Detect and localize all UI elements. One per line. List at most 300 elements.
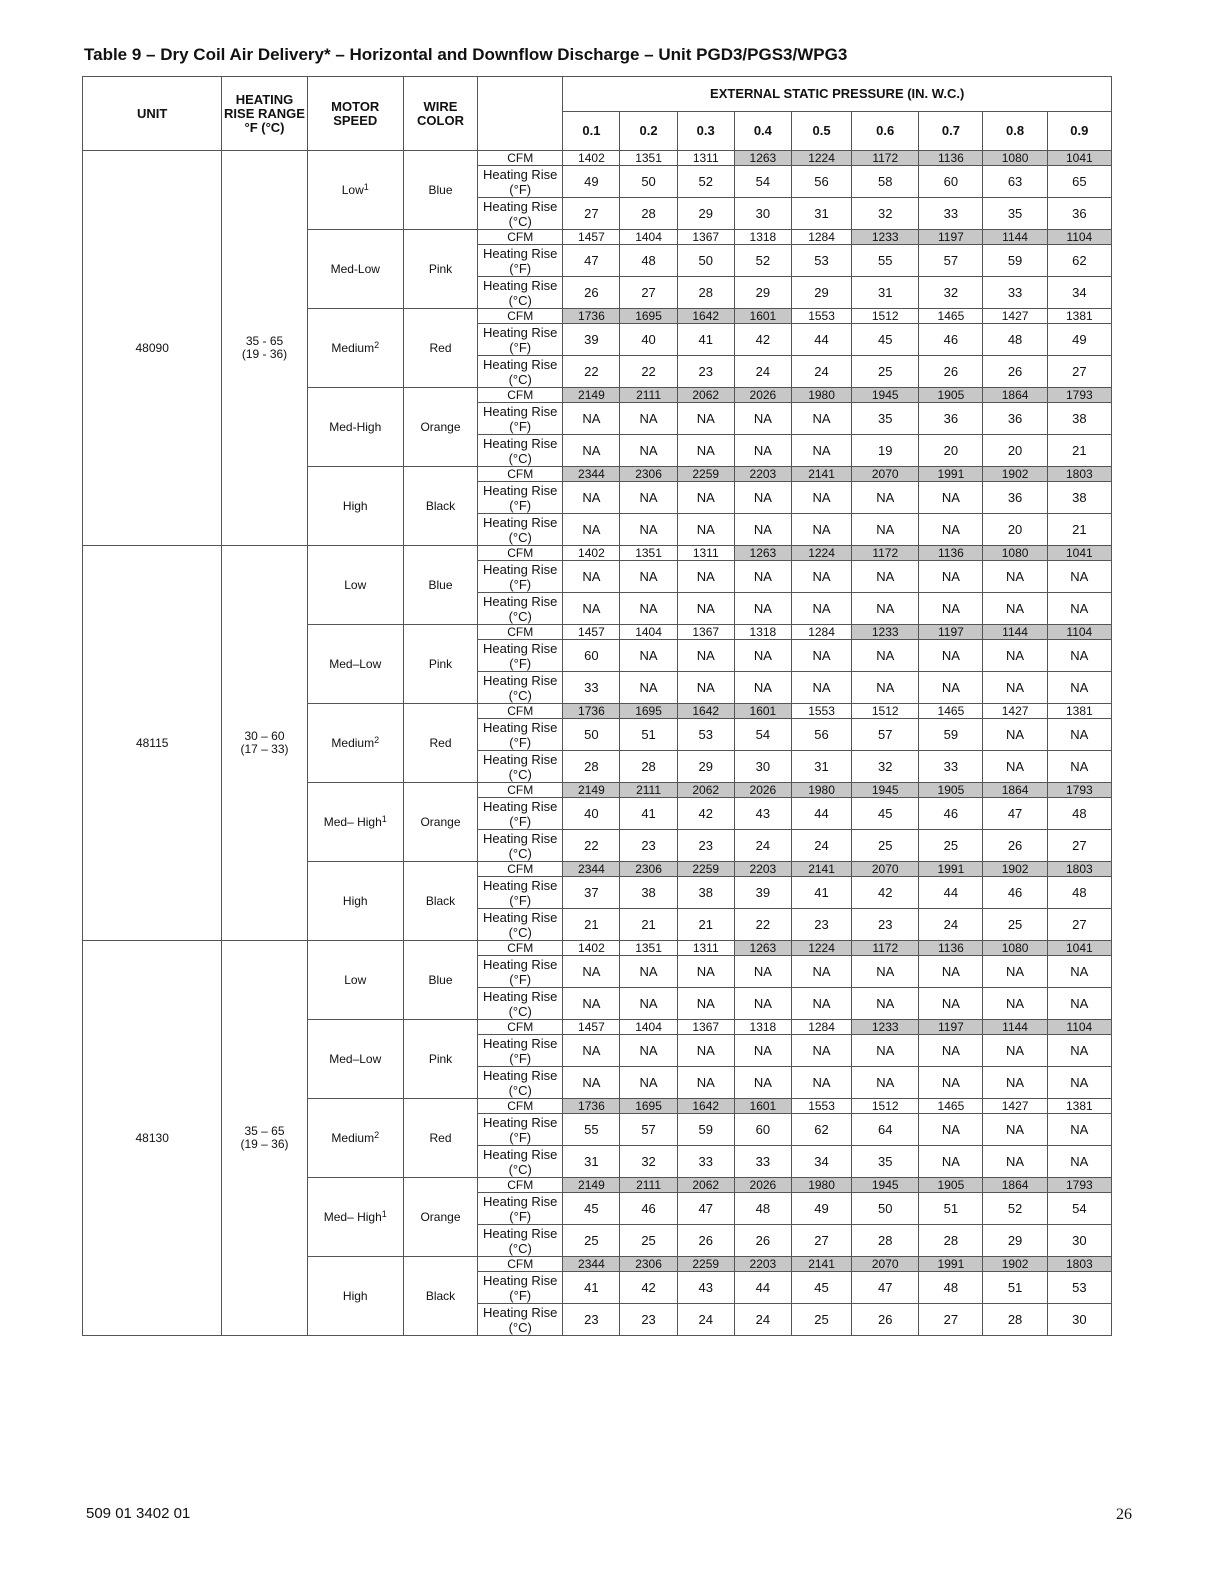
rise-f-value: 62 xyxy=(791,1114,851,1146)
cfm-value: 1172 xyxy=(852,151,919,166)
rise-f-value: NA xyxy=(620,956,677,988)
cfm-value: 1457 xyxy=(563,625,620,640)
footnote-mark: 1 xyxy=(381,813,387,824)
cfm-value: 1902 xyxy=(983,467,1047,482)
rise-c-value: NA xyxy=(791,514,851,546)
rise-f-value: 54 xyxy=(1047,1193,1111,1225)
rise-f-value: 42 xyxy=(852,877,919,909)
rise-f-value: 52 xyxy=(983,1193,1047,1225)
rise-c-value: 24 xyxy=(677,1304,734,1336)
wire-color-cell xyxy=(403,783,477,862)
rise-f-value: 44 xyxy=(734,1272,791,1304)
motor-speed: Med-Low xyxy=(330,261,380,276)
heating-rise-range-cell xyxy=(222,941,307,1336)
row-type-rise-f: Heating Rise (°F) xyxy=(478,798,563,830)
rise-c-value: 23 xyxy=(563,1304,620,1336)
cfm-value: 1284 xyxy=(791,230,851,245)
rise-f-value: 52 xyxy=(734,245,791,277)
cfm-value: 1197 xyxy=(919,625,983,640)
rise-f-value: 46 xyxy=(983,877,1047,909)
rise-c-value: 28 xyxy=(563,751,620,783)
row-type-cfm: CFM xyxy=(478,309,563,324)
row-type-rise-c: Heating Rise (°C) xyxy=(478,435,563,467)
row-type-rise-c: Heating Rise (°C) xyxy=(478,514,563,546)
rise-f-value: 45 xyxy=(563,1193,620,1225)
rise-c-value: NA xyxy=(734,514,791,546)
rise-c-value: 23 xyxy=(620,1304,677,1336)
motor-speed-cell xyxy=(307,1099,403,1178)
cfm-value: 1803 xyxy=(1047,1257,1111,1272)
row-type-rise-c: Heating Rise (°C) xyxy=(478,830,563,862)
rise-c-value: NA xyxy=(791,1067,851,1099)
unit-model: 48090 xyxy=(135,340,169,355)
rise-f-value: NA xyxy=(620,561,677,593)
cfm-value: 1367 xyxy=(677,1020,734,1035)
rise-f-value: 47 xyxy=(677,1193,734,1225)
rise-c-value: NA xyxy=(1047,988,1111,1020)
cfm-value: 2062 xyxy=(677,783,734,798)
rise-f-value: NA xyxy=(620,640,677,672)
rise-c-value: 26 xyxy=(563,277,620,309)
rise-c-value: 30 xyxy=(734,198,791,230)
row-type-rise-f: Heating Rise (°F) xyxy=(478,561,563,593)
cfm-value: 2259 xyxy=(677,1257,734,1272)
motor-speed-cell xyxy=(307,941,403,1020)
motor-speed-cell xyxy=(307,309,403,388)
rise-f-value: NA xyxy=(734,561,791,593)
rise-c-value: 24 xyxy=(734,356,791,388)
rise-f-value: NA xyxy=(983,1035,1047,1067)
rise-c-value: 34 xyxy=(791,1146,851,1178)
cfm-value: 1465 xyxy=(919,309,983,324)
row-type-rise-c: Heating Rise (°C) xyxy=(478,277,563,309)
row-type-cfm: CFM xyxy=(478,151,563,166)
rise-c-value: NA xyxy=(852,672,919,704)
cfm-value: 1144 xyxy=(983,1020,1047,1035)
pressure-header: 0.8 xyxy=(983,112,1047,151)
row-type-cfm: CFM xyxy=(478,388,563,403)
wire-color: Orange xyxy=(420,814,461,829)
rise-c-value: NA xyxy=(620,1067,677,1099)
rise-c-value: 25 xyxy=(563,1225,620,1257)
cfm-value: 1980 xyxy=(791,388,851,403)
wire-color: Blue xyxy=(428,577,453,592)
header-row-type xyxy=(478,77,563,151)
cfm-value: 2070 xyxy=(852,862,919,877)
rise-c-value: 35 xyxy=(983,198,1047,230)
cfm-value: 1311 xyxy=(677,151,734,166)
row-type-rise-f: Heating Rise (°F) xyxy=(478,482,563,514)
rise-f-value: 41 xyxy=(791,877,851,909)
row-type-rise-f: Heating Rise (°F) xyxy=(478,166,563,198)
rise-f-value: 64 xyxy=(852,1114,919,1146)
rise-c-value: 31 xyxy=(563,1146,620,1178)
row-type-rise-c: Heating Rise (°C) xyxy=(478,1067,563,1099)
cfm-value: 2070 xyxy=(852,467,919,482)
rise-c-value: 19 xyxy=(852,435,919,467)
wire-color-cell xyxy=(403,546,477,625)
row-type-rise-f: Heating Rise (°F) xyxy=(478,1193,563,1225)
row-type-rise-f: Heating Rise (°F) xyxy=(478,324,563,356)
rise-c-value: 31 xyxy=(852,277,919,309)
motor-speed: Medium xyxy=(331,340,375,355)
rise-f-value: NA xyxy=(1047,719,1111,751)
rise-f-value: NA xyxy=(791,403,851,435)
rise-f-value: NA xyxy=(677,956,734,988)
rise-c-value: NA xyxy=(1047,593,1111,625)
row-type-cfm: CFM xyxy=(478,467,563,482)
header-heating-rise-range: HEATING RISE RANGE °F (°C) xyxy=(222,77,307,151)
cfm-value: 1402 xyxy=(563,941,620,956)
cfm-value: 1104 xyxy=(1047,625,1111,640)
cfm-value: 1402 xyxy=(563,151,620,166)
cfm-value: 1197 xyxy=(919,230,983,245)
rise-f-value: 38 xyxy=(620,877,677,909)
air-delivery-table xyxy=(82,76,1112,1336)
rise-f-value: 47 xyxy=(983,798,1047,830)
wire-color: Orange xyxy=(420,419,461,434)
rise-c-value: 32 xyxy=(852,751,919,783)
rise-c-value: 24 xyxy=(791,356,851,388)
row-type-rise-c: Heating Rise (°C) xyxy=(478,988,563,1020)
row-type-rise-c: Heating Rise (°C) xyxy=(478,672,563,704)
rise-f-value: 36 xyxy=(983,482,1047,514)
wire-color-cell xyxy=(403,704,477,783)
row-type-cfm: CFM xyxy=(478,546,563,561)
rise-f-value: 36 xyxy=(919,403,983,435)
wire-color: Red xyxy=(429,340,452,355)
rise-f-value: 51 xyxy=(620,719,677,751)
rise-f-value: 40 xyxy=(563,798,620,830)
rise-c-value: 21 xyxy=(1047,514,1111,546)
rise-c-value: NA xyxy=(791,988,851,1020)
motor-speed-cell xyxy=(307,388,403,467)
cfm-value: 1224 xyxy=(791,151,851,166)
motor-speed-cell xyxy=(307,546,403,625)
wire-color: Black xyxy=(425,498,456,513)
row-type-rise-c: Heating Rise (°C) xyxy=(478,593,563,625)
cfm-value: 1695 xyxy=(620,309,677,324)
rise-f-value: 55 xyxy=(563,1114,620,1146)
cfm-value: 1864 xyxy=(983,1178,1047,1193)
rise-c-value: NA xyxy=(620,593,677,625)
rise-c-value: 25 xyxy=(919,830,983,862)
rise-c-value: NA xyxy=(983,988,1047,1020)
rise-f-value: NA xyxy=(983,1114,1047,1146)
wire-color-cell xyxy=(403,388,477,467)
rise-f-value: 59 xyxy=(919,719,983,751)
rise-f-value: NA xyxy=(919,1035,983,1067)
cfm-value: 2203 xyxy=(734,1257,791,1272)
pressure-header: 0.9 xyxy=(1047,112,1111,151)
cfm-value: 1080 xyxy=(983,546,1047,561)
rise-c-value: NA xyxy=(734,672,791,704)
wire-color: Orange xyxy=(420,1209,461,1224)
rise-c-value: 28 xyxy=(983,1304,1047,1336)
cfm-value: 2062 xyxy=(677,388,734,403)
rise-f-value: 47 xyxy=(852,1272,919,1304)
footnote-mark: 1 xyxy=(381,1208,387,1219)
rise-f-value: 52 xyxy=(677,166,734,198)
rise-c-value: 20 xyxy=(919,435,983,467)
rise-f-value: NA xyxy=(620,482,677,514)
rise-c-value: NA xyxy=(734,593,791,625)
rise-c-value: 26 xyxy=(677,1225,734,1257)
cfm-value: 1793 xyxy=(1047,783,1111,798)
rise-c-value: 33 xyxy=(734,1146,791,1178)
cfm-value: 1553 xyxy=(791,309,851,324)
rise-f-value: NA xyxy=(1047,1114,1111,1146)
wire-color: Black xyxy=(425,1288,456,1303)
document-number: 509 01 3402 01 xyxy=(86,1505,191,1522)
wire-color: Pink xyxy=(428,656,453,671)
cfm-value: 2026 xyxy=(734,783,791,798)
rise-f-value: 37 xyxy=(563,877,620,909)
rise-f-value: 51 xyxy=(983,1272,1047,1304)
rise-c-value: NA xyxy=(1047,1067,1111,1099)
cfm-value: 1902 xyxy=(983,862,1047,877)
rise-f-value: NA xyxy=(677,403,734,435)
rise-f-value: 47 xyxy=(563,245,620,277)
cfm-value: 1905 xyxy=(919,1178,983,1193)
rise-c-value: 30 xyxy=(1047,1304,1111,1336)
motor-speed-cell xyxy=(307,783,403,862)
footnote-mark: 2 xyxy=(374,1129,380,1140)
rise-c-value: 25 xyxy=(791,1304,851,1336)
rise-c-value: 23 xyxy=(852,909,919,941)
rise-c-value: 28 xyxy=(852,1225,919,1257)
motor-speed-cell xyxy=(307,704,403,783)
rise-c-value: 22 xyxy=(734,909,791,941)
rise-c-value: 30 xyxy=(1047,1225,1111,1257)
cfm-value: 1404 xyxy=(620,625,677,640)
rise-f-value: 41 xyxy=(677,324,734,356)
rise-f-value: 48 xyxy=(620,245,677,277)
rise-c-value: NA xyxy=(852,514,919,546)
wire-color-cell xyxy=(403,1178,477,1257)
cfm-value: 1311 xyxy=(677,941,734,956)
unit-model: 48115 xyxy=(135,735,169,750)
rise-c-value: 26 xyxy=(852,1304,919,1336)
rise-f-value: 42 xyxy=(734,324,791,356)
motor-speed-cell xyxy=(307,862,403,941)
row-type-cfm: CFM xyxy=(478,1020,563,1035)
rise-c-value: NA xyxy=(620,435,677,467)
rise-c-value: NA xyxy=(677,988,734,1020)
rise-c-value: 28 xyxy=(620,198,677,230)
table-row xyxy=(83,546,1112,561)
cfm-value: 1367 xyxy=(677,625,734,640)
rise-f-value: NA xyxy=(983,956,1047,988)
cfm-value: 1402 xyxy=(563,546,620,561)
rise-f-value: 54 xyxy=(734,166,791,198)
cfm-value: 2259 xyxy=(677,467,734,482)
rise-c-value: 29 xyxy=(734,277,791,309)
rise-f-value: 36 xyxy=(983,403,1047,435)
rise-c-value: 26 xyxy=(983,356,1047,388)
rise-c-value: NA xyxy=(677,435,734,467)
cfm-value: 1404 xyxy=(620,1020,677,1035)
motor-speed: High xyxy=(342,1288,368,1303)
cfm-value: 2141 xyxy=(791,467,851,482)
cfm-value: 1080 xyxy=(983,151,1047,166)
cfm-value: 1642 xyxy=(677,1099,734,1114)
rise-f-value: 46 xyxy=(919,798,983,830)
cfm-value: 1041 xyxy=(1047,941,1111,956)
motor-speed-cell xyxy=(307,151,403,230)
rise-f-value: NA xyxy=(852,482,919,514)
cfm-value: 1945 xyxy=(852,388,919,403)
cfm-value: 2149 xyxy=(563,1178,620,1193)
cfm-value: 2203 xyxy=(734,467,791,482)
cfm-value: 1945 xyxy=(852,783,919,798)
rise-f-value: NA xyxy=(791,956,851,988)
cfm-value: 1864 xyxy=(983,388,1047,403)
rise-f-value: 50 xyxy=(620,166,677,198)
motor-speed: High xyxy=(342,893,368,908)
rise-c-value: 23 xyxy=(677,830,734,862)
rise-f-value: 58 xyxy=(852,166,919,198)
row-type-cfm: CFM xyxy=(478,783,563,798)
pressure-header: 0.3 xyxy=(677,112,734,151)
rise-f-value: NA xyxy=(1047,1035,1111,1067)
cfm-value: 1104 xyxy=(1047,230,1111,245)
rise-c-value: 27 xyxy=(791,1225,851,1257)
cfm-value: 1381 xyxy=(1047,1099,1111,1114)
rise-f-value: NA xyxy=(563,1035,620,1067)
heating-rise-range-cell xyxy=(222,546,307,941)
cfm-value: 2070 xyxy=(852,1257,919,1272)
pressure-header: 0.5 xyxy=(791,112,851,151)
cfm-value: 1284 xyxy=(791,625,851,640)
wire-color-cell xyxy=(403,1099,477,1178)
rise-c-value: NA xyxy=(563,1067,620,1099)
cfm-value: 2306 xyxy=(620,1257,677,1272)
range-f: 30 – 60 xyxy=(244,729,285,743)
row-type-cfm: CFM xyxy=(478,1257,563,1272)
cfm-value: 2259 xyxy=(677,862,734,877)
rise-f-value: 56 xyxy=(791,166,851,198)
cfm-value: 1041 xyxy=(1047,151,1111,166)
footnote-mark: 2 xyxy=(374,339,380,350)
rise-c-value: NA xyxy=(620,514,677,546)
cfm-value: 1553 xyxy=(791,1099,851,1114)
unit-cell xyxy=(83,941,222,1336)
rise-f-value: 46 xyxy=(620,1193,677,1225)
rise-c-value: NA xyxy=(677,514,734,546)
rise-c-value: NA xyxy=(563,988,620,1020)
rise-c-value: 34 xyxy=(1047,277,1111,309)
cfm-value: 1864 xyxy=(983,783,1047,798)
rise-c-value: 35 xyxy=(852,1146,919,1178)
cfm-value: 1512 xyxy=(852,309,919,324)
cfm-value: 1318 xyxy=(734,230,791,245)
wire-color-cell xyxy=(403,625,477,704)
row-type-rise-f: Heating Rise (°F) xyxy=(478,1114,563,1146)
rise-c-value: 25 xyxy=(852,830,919,862)
row-type-cfm: CFM xyxy=(478,704,563,719)
rise-c-value: NA xyxy=(852,988,919,1020)
cfm-value: 1512 xyxy=(852,704,919,719)
rise-f-value: NA xyxy=(852,640,919,672)
rise-c-value: 28 xyxy=(919,1225,983,1257)
range-c: (17 – 33) xyxy=(240,742,289,756)
rise-c-value: 30 xyxy=(734,751,791,783)
rise-f-value: NA xyxy=(919,561,983,593)
rise-f-value: 46 xyxy=(919,324,983,356)
row-type-rise-f: Heating Rise (°F) xyxy=(478,640,563,672)
rise-f-value: 38 xyxy=(1047,403,1111,435)
motor-speed: Med– High xyxy=(323,1209,382,1224)
wire-color-cell xyxy=(403,230,477,309)
rise-c-value: NA xyxy=(919,514,983,546)
cfm-value: 1803 xyxy=(1047,862,1111,877)
heating-rise-range-cell xyxy=(222,151,307,546)
cfm-value: 1980 xyxy=(791,1178,851,1193)
cfm-value: 1381 xyxy=(1047,309,1111,324)
rise-f-value: 57 xyxy=(852,719,919,751)
range-c: (19 - 36) xyxy=(241,347,288,361)
rise-f-value: 49 xyxy=(791,1193,851,1225)
cfm-value: 1980 xyxy=(791,783,851,798)
rise-f-value: 50 xyxy=(852,1193,919,1225)
rise-f-value: NA xyxy=(791,482,851,514)
row-type-rise-f: Heating Rise (°F) xyxy=(478,956,563,988)
rise-c-value: 27 xyxy=(1047,356,1111,388)
rise-f-value: 38 xyxy=(677,877,734,909)
cfm-value: 1367 xyxy=(677,230,734,245)
rise-c-value: NA xyxy=(1047,672,1111,704)
rise-f-value: NA xyxy=(734,956,791,988)
wire-color-cell xyxy=(403,1257,477,1336)
rise-f-value: 44 xyxy=(919,877,983,909)
rise-c-value: 26 xyxy=(734,1225,791,1257)
rise-c-value: 33 xyxy=(919,751,983,783)
rise-f-value: 57 xyxy=(620,1114,677,1146)
rise-f-value: 60 xyxy=(563,640,620,672)
rise-c-value: 22 xyxy=(563,356,620,388)
cfm-value: 1233 xyxy=(852,625,919,640)
rise-f-value: NA xyxy=(677,482,734,514)
rise-f-value: 39 xyxy=(734,877,791,909)
rise-f-value: 40 xyxy=(620,324,677,356)
motor-speed: Low xyxy=(344,972,367,987)
rise-c-value: NA xyxy=(919,672,983,704)
wire-color-cell xyxy=(403,862,477,941)
cfm-value: 1263 xyxy=(734,546,791,561)
cfm-value: 2306 xyxy=(620,467,677,482)
wire-color: Red xyxy=(429,1130,452,1145)
rise-c-value: 20 xyxy=(983,514,1047,546)
rise-f-value: 48 xyxy=(983,324,1047,356)
rise-f-value: 59 xyxy=(983,245,1047,277)
rise-f-value: NA xyxy=(563,956,620,988)
cfm-value: 1233 xyxy=(852,1020,919,1035)
rise-f-value: NA xyxy=(563,403,620,435)
cfm-value: 1427 xyxy=(983,704,1047,719)
rise-c-value: 29 xyxy=(677,751,734,783)
range-f: 35 - 65 xyxy=(245,334,284,348)
cfm-value: 1803 xyxy=(1047,467,1111,482)
wire-color-cell xyxy=(403,941,477,1020)
cfm-value: 2344 xyxy=(563,862,620,877)
rise-f-value: 50 xyxy=(677,245,734,277)
cfm-value: 1233 xyxy=(852,230,919,245)
motor-speed: Low xyxy=(344,577,367,592)
rise-c-value: NA xyxy=(983,751,1047,783)
rise-c-value: NA xyxy=(677,672,734,704)
cfm-value: 1224 xyxy=(791,546,851,561)
